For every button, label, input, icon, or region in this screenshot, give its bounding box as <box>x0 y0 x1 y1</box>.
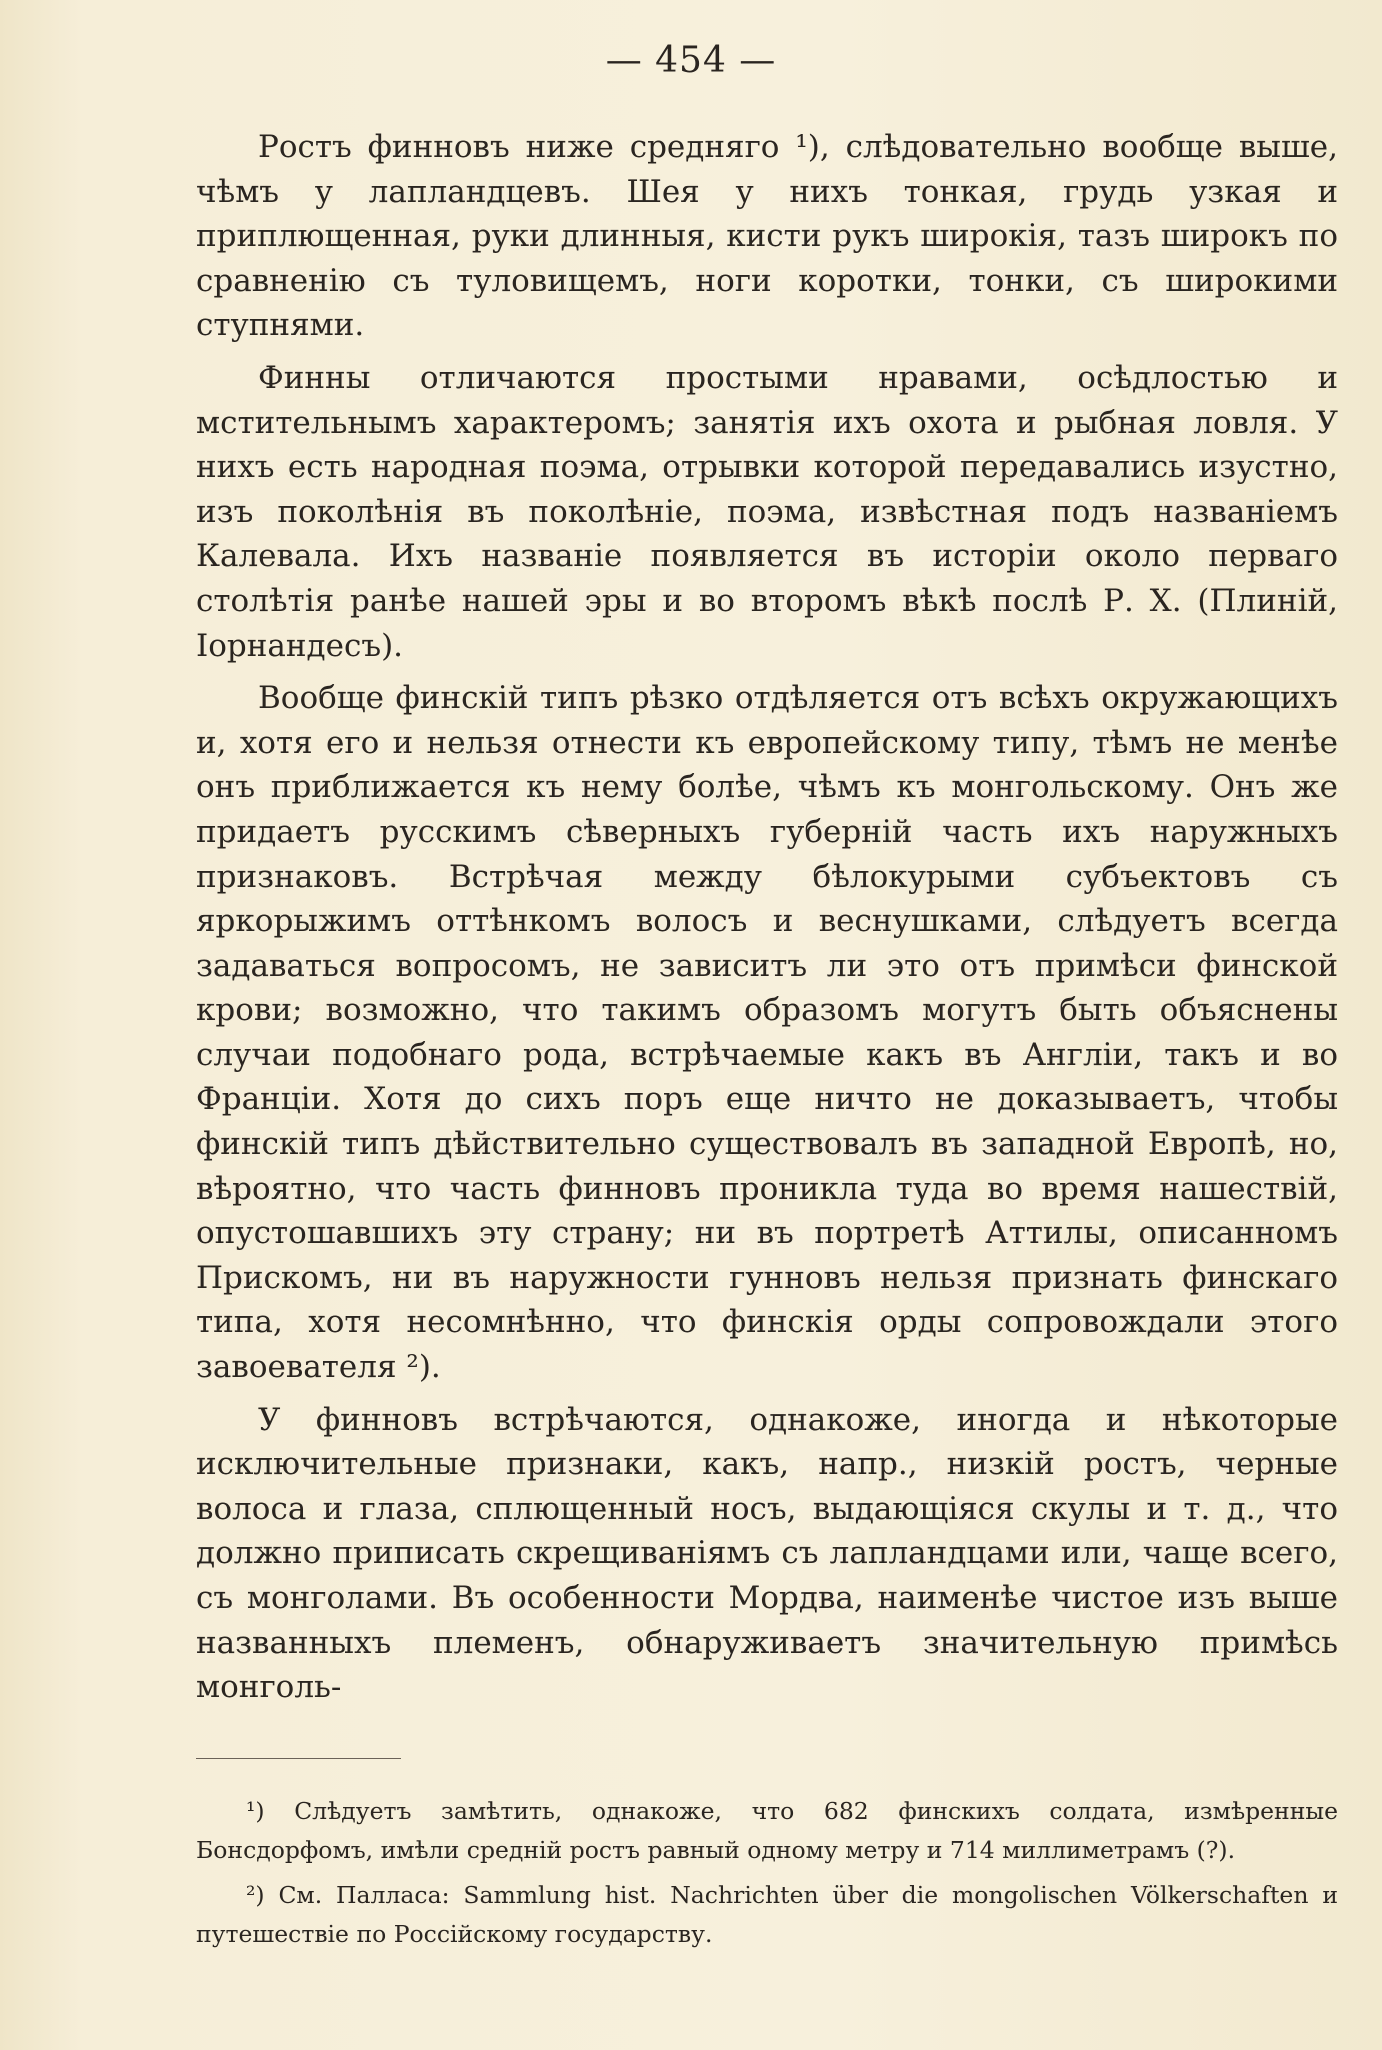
paragraph: Ростъ финновъ ниже средняго ¹), слѣдовательно вообще выше, чѣмъ у лапландцевъ. Шея у нихъ тонкая, грудь узкая и приплющенная, руки длинныя, кисти рукъ широкія, тазъ широкъ по сравненію съ туловищемъ, ноги коротки, тонки, съ широкими ступнями. <box>196 129 1338 344</box>
paragraph: У финновъ встрѣчаются, однакоже, иногда и нѣкоторые исключительные признаки, какъ, напр., низкій ростъ, черные волоса и глаза, сплющенный носъ, выдающіяся скулы и т. д., что должно приписать скрещиваніямъ съ лапландцами или, чаще всего, съ монголами. Въ особенности Мордва, наименѣе чистое изъ выше названныхъ племенъ, обнаруживаетъ значительную примѣсь монголь- <box>196 1401 1338 1706</box>
footnote: ¹) Слѣдуетъ замѣтить, однакоже, что 682 финскихъ солдата, измѣренные Бонсдорфомъ, имѣли средній ростъ равный одному метру и 714 миллиметрамъ (?). <box>196 1797 1338 1864</box>
paragraph: Финны отличаются простыми нравами, осѣдлостью и мстительнымъ характеромъ; занятія ихъ охота и рыбная ловля. У нихъ есть народная поэма, отрывки которой передавались изустно, изъ поколѣнія въ поколѣніе, поэма, извѣстная подъ названіемъ Калевала. Ихъ названіе появляется въ исторіи около перваго столѣтія ранѣе нашей эры и во второмъ вѣкѣ послѣ Р. Х. (Плиній, Іорнандесъ). <box>196 359 1338 664</box>
footnotes <box>196 1792 1338 1960</box>
footnote: ²) См. Палласа: Sammlung hist. Nachrichten über die mongolischen Völkerschaften и путешествіе по Россійскому государству. <box>196 1881 1338 1948</box>
paragraph: Вообще финскій типъ рѣзко отдѣляется отъ всѣхъ окружающихъ и, хотя его и нельзя отнести къ европейскому типу, тѣмъ не менѣе онъ приближается къ нему болѣе, чѣмъ къ монгольскому. Онъ же придаетъ русскимъ сѣверныхъ губерній часть ихъ наружныхъ признаковъ. Встрѣчая между бѣлокурыми субъектовъ съ яркорыжимъ оттѣнкомъ волосъ и веснушками, слѣдуетъ всегда задаваться вопросомъ, не зависитъ ли это отъ примѣси финской крови; возможно, что такимъ образомъ могутъ быть объяснены случаи подобнаго рода, встрѣчаемые какъ въ Англіи, такъ и во Франціи. Хотя до сихъ поръ еще ничто не доказываетъ, чтобы финскій типъ дѣйствительно существовалъ въ западной Европѣ, но, вѣроятно, что часть финновъ проникла туда во время нашествій, опустошавшихъ эту страну; ни въ портретѣ Аттилы, описанномъ Прискомъ, ни въ наружности гунновъ нельзя признать финскаго типа, хотя несомнѣнно, что финскія орды сопровождали этого завоевателя ²). <box>196 680 1338 1386</box>
main-text <box>196 125 1338 1718</box>
footnote-divider <box>196 1758 401 1759</box>
page-number: — 454 — <box>605 40 777 81</box>
